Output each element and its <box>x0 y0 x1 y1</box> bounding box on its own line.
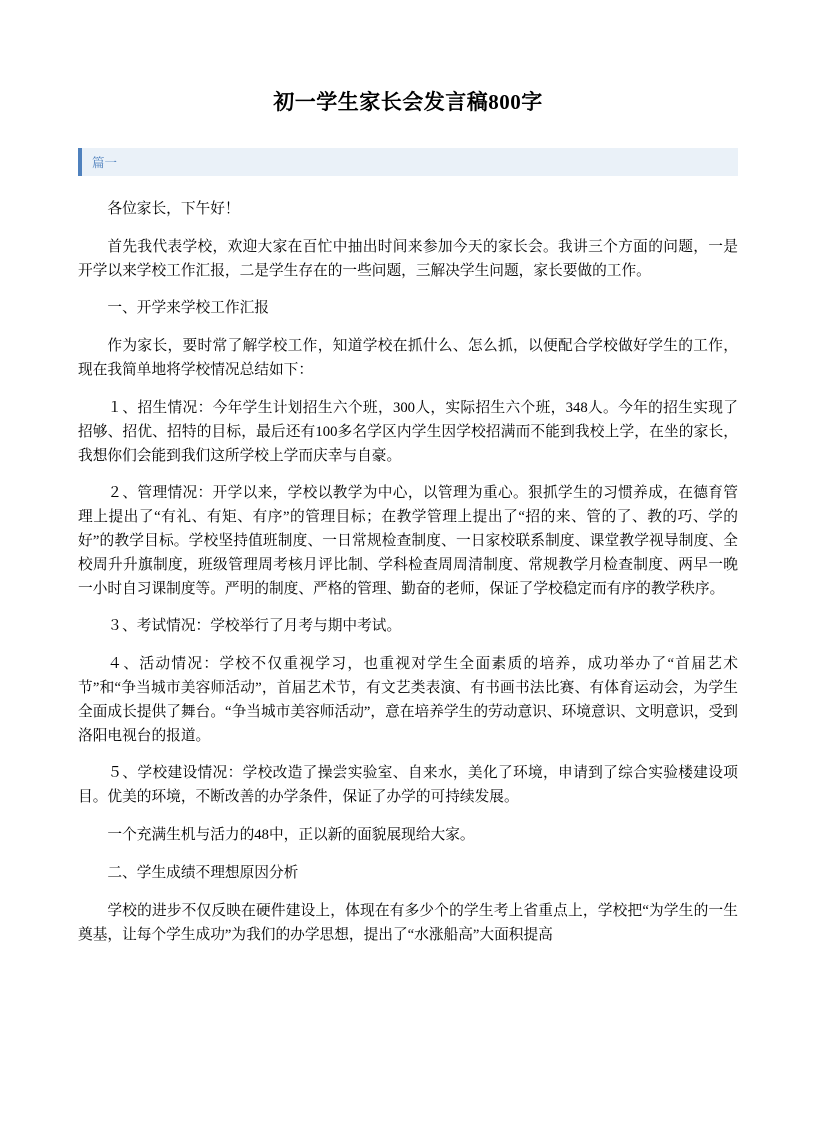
paragraph: １、招生情况：今年学生计划招生六个班，300人，实际招生六个班，348人。今年的招生实现了招够、招优、招特的目标，最后还有100多名学区内学生因学校招满而不能到我校上学，在坐的家长，我想你们会能到我们这所学校上学而庆幸与自豪。 <box>78 399 738 464</box>
paragraph: 一、开学来学校工作汇报 <box>107 300 269 317</box>
paragraph: 学校的进步不仅反映在硬件建设上，体现在有多少个的学生考上省重点上，学校把“为学生的一生奠基，让每个学生成功”为我们的办学思想，提出了“水涨船高”大面积提高 <box>78 902 738 943</box>
section-band-label: 篇一 <box>92 156 118 170</box>
paragraph: 作为家长，要时常了解学校工作，知道学校在抓什么、怎么抓，以便配合学校做好学生的工作，现在我简单地将学校情况总结如下： <box>78 338 738 379</box>
paragraph: 二、学生成绩不理想原因分析 <box>107 864 299 881</box>
document-body <box>78 198 738 947</box>
paragraph: ５、学校建设情况：学校改造了操尝实验室、自来水，美化了环境，申请到了综合实验楼建设项目。优美的环境，不断改善的办学条件，保证了办学的可持续发展。 <box>78 765 738 806</box>
paragraph: 首先我代表学校，欢迎大家在百忙中抽出时间来参加今天的家长会。我讲三个方面的问题，一是开学以来学校工作汇报，二是学生存在的一些问题，三解决学生问题，家长要做的工作。 <box>78 238 738 279</box>
paragraph: ２、管理情况：开学以来，学校以教学为中心，以管理为重心。狠抓学生的习惯养成，在德育管理上提出了“有礼、有矩、有序”的管理目标；在教学管理上提出了“招的来、管的了、教的巧、学的好”的教学目标。学校坚持值班制度、一日常规检查制度、一日家校联系制度、课堂教学视导制度、全校周升升旗制度，班级管理周考核月评比制、学科检查周周清制度、常规教学月检查制度、两早一晚一小时自习课制度等。严明的制度、严格的管理、勤奋的老师，保证了学校稳定而有序的教学秩序。 <box>78 485 738 597</box>
paragraph: 各位家长，下午好！ <box>107 201 240 217</box>
document-page <box>0 86 816 1142</box>
paragraph: ４、活动情况：学校不仅重视学习，也重视对学生全面素质的培养，成功举办了“首届艺术节”和“争当城市美容师活动”，首届艺术节，有文艺类表演、有书画书法比赛、有体育运动会，为学生全面成长提供了舞台。“争当城市美容师活动”，意在培养学生的劳动意识、环境意识、文明意识，受到洛阳电视台的报道。 <box>78 656 738 744</box>
paragraph: ３、考试情况：学校举行了月考与期中考试。 <box>107 618 402 635</box>
section-band <box>78 148 738 176</box>
page-title: 初一学生家长会发言稿800字 <box>273 90 543 114</box>
paragraph: 一个充满生机与活力的48中，正以新的面貌展现给大家。 <box>107 827 475 844</box>
